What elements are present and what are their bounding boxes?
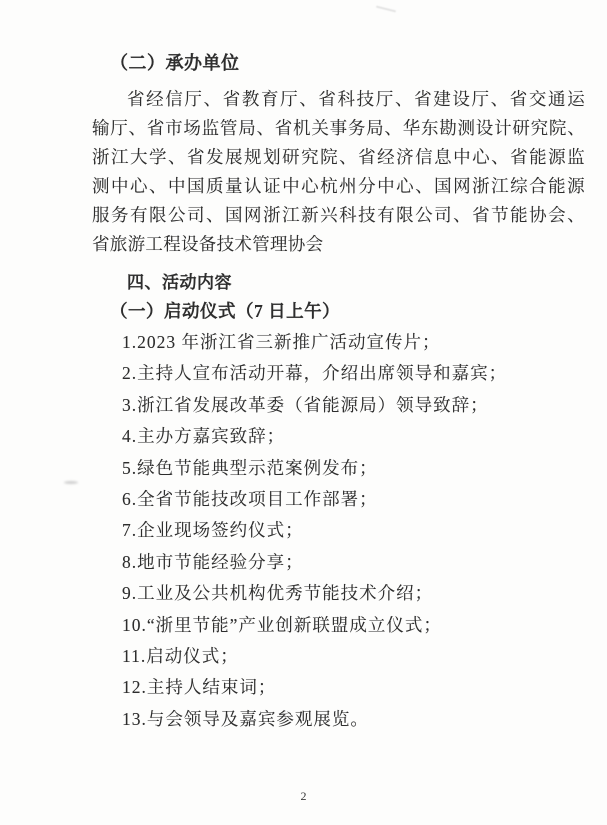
paragraph-line: 省经信厅、省教育厅、省科技厅、省建设厅、省交通运 xyxy=(127,89,585,109)
agenda-item: 5.绿色节能典型示范案例发布； xyxy=(122,457,378,478)
agenda-item: 3.浙江省发展改革委（省能源局）领导致辞； xyxy=(122,394,489,415)
page-number: 2 xyxy=(300,789,307,803)
subsection-heading-launch-ceremony: （一）启动仪式（7 日上午） xyxy=(110,301,341,321)
organizers-paragraph xyxy=(92,85,585,259)
paragraph-line: 服务有限公司、国网浙江新兴科技有限公司、省节能协会、 xyxy=(92,205,585,225)
scan-smudge-artifact xyxy=(64,481,78,484)
section-heading-undertakers: （二）承办单位 xyxy=(110,53,240,73)
paragraph-line: 省旅游工程设备技术管理协会 xyxy=(92,234,324,254)
section-heading-activities: 四、活动内容 xyxy=(127,273,232,292)
agenda-item: 13.与会领导及嘉宾参观展览。 xyxy=(122,708,369,729)
agenda-item: 11.启动仪式； xyxy=(122,645,239,666)
agenda-item: 10.“浙里节能”产业创新联盟成立仪式； xyxy=(122,614,442,635)
agenda-list xyxy=(122,327,592,735)
agenda-item: 8.地市节能经验分享； xyxy=(122,551,304,572)
agenda-item: 7.企业现场签约仪式； xyxy=(122,520,304,541)
agenda-item: 2.主持人宣布活动开幕，介绍出席领导和嘉宾； xyxy=(122,363,508,384)
paragraph-line: 输厅、省市场监管局、省机关事务局、华东勘测设计研究院、 xyxy=(92,118,585,138)
agenda-item: 9.工业及公共机构优秀节能技术介绍； xyxy=(122,583,434,604)
agenda-item: 12.主持人结束词； xyxy=(122,677,277,698)
agenda-item: 6.全省节能技改项目工作部署； xyxy=(122,488,378,509)
agenda-item: 4.主办方嘉宾致辞； xyxy=(122,426,286,447)
scan-mark-artifact xyxy=(376,6,396,13)
paragraph-line: 测中心、中国质量认证中心杭州分中心、国网浙江综合能源 xyxy=(92,176,585,196)
paragraph-line: 浙江大学、省发展规划研究院、省经济信息中心、省能源监 xyxy=(92,147,585,167)
agenda-item: 1.2023 年浙江省三新推广活动宣传片； xyxy=(122,332,441,352)
